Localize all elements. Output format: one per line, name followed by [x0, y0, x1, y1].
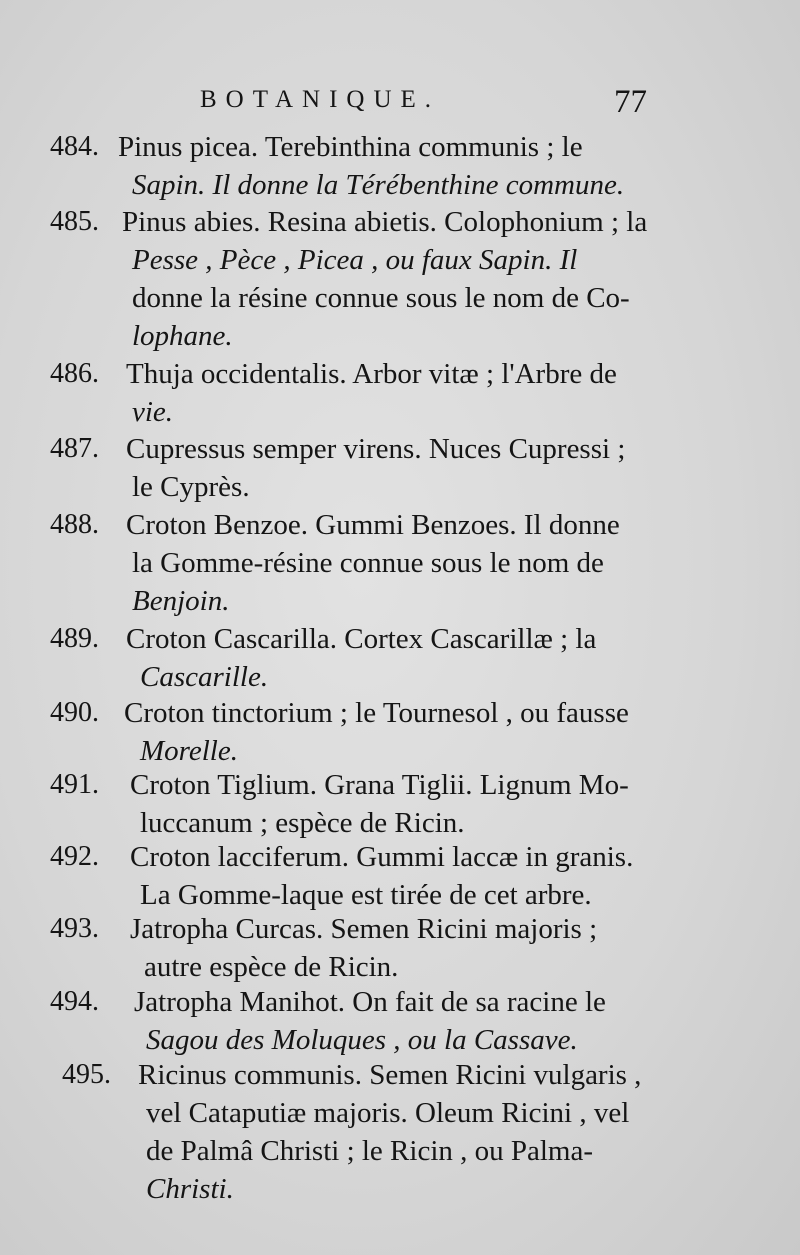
entry-line: Ricinus communis. Semen Ricini vulgaris , [138, 1059, 642, 1091]
entry-line: Christi. [146, 1173, 234, 1205]
entry-line: le Cyprès. [132, 471, 250, 503]
entry-line: Croton Tiglium. Grana Tiglii. Lignum Mo- [130, 769, 629, 801]
entry-line: Croton lacciferum. Gummi laccæ in granis. [130, 841, 634, 873]
entry-number: 485. [50, 206, 99, 237]
entry-number: 494. [50, 986, 99, 1017]
entry-number: 492. [50, 841, 99, 872]
entry-line: lophane. [132, 320, 233, 352]
entry-line: Pinus abies. Resina abietis. Colophonium ; la [122, 206, 648, 238]
entry-line: Pinus picea. Terebinthina communis ; le [118, 131, 583, 163]
entry-line: vel Cataputiæ majoris. Oleum Ricini , vel [146, 1097, 630, 1129]
entry-line: Cascarille. [140, 661, 269, 693]
entry-line: Thuja occidentalis. Arbor vitæ ; l'Arbre de [126, 358, 617, 390]
entry-line: de Palmâ Christi ; le Ricin , ou Palma- [146, 1135, 594, 1167]
running-title: BOTANIQUE. [200, 86, 441, 113]
page-header [0, 82, 800, 122]
entry-line: Jatropha Manihot. On fait de sa racine le [134, 986, 606, 1018]
entry-number: 486. [50, 358, 99, 389]
page-number: 77 [614, 84, 647, 120]
entry-line: Cupressus semper virens. Nuces Cupressi ; [126, 433, 626, 465]
entry-line: Jatropha Curcas. Semen Ricini majoris ; [130, 913, 598, 945]
entry-line: autre espèce de Ricin. [144, 951, 399, 983]
entry-number: 491. [50, 769, 99, 800]
entry-line: Morelle. [140, 735, 238, 767]
entry-line: Sapin. Il donne la Térébenthine commune. [132, 169, 625, 201]
entry-number: 495. [62, 1059, 111, 1090]
entry-number: 493. [50, 913, 99, 944]
entry-line: Sagou des Moluques , ou la Cassave. [146, 1024, 578, 1056]
entry-number: 490. [50, 697, 99, 728]
entry-line: Benjoin. [132, 585, 230, 617]
entry-line: La Gomme-laque est tirée de cet arbre. [140, 879, 592, 911]
entry-line: la Gomme-résine connue sous le nom de [132, 547, 604, 579]
entry-line: vie. [132, 396, 174, 428]
entry-line: luccanum ; espèce de Ricin. [140, 807, 465, 839]
entry-line: Croton tinctorium ; le Tournesol , ou fausse [124, 697, 629, 729]
entry-number: 487. [50, 433, 99, 464]
entry-number: 484. [50, 131, 99, 162]
entry-line: Croton Benzoe. Gummi Benzoes. Il donne [126, 509, 620, 541]
entry-line: donne la résine connue sous le nom de Co- [132, 282, 630, 314]
entry-number: 489. [50, 623, 99, 654]
entry-line: Pesse , Pèce , Picea , ou faux Sapin. Il [132, 244, 578, 276]
entry-number: 488. [50, 509, 99, 540]
entry-line: Croton Cascarilla. Cortex Cascarillæ ; la [126, 623, 597, 655]
